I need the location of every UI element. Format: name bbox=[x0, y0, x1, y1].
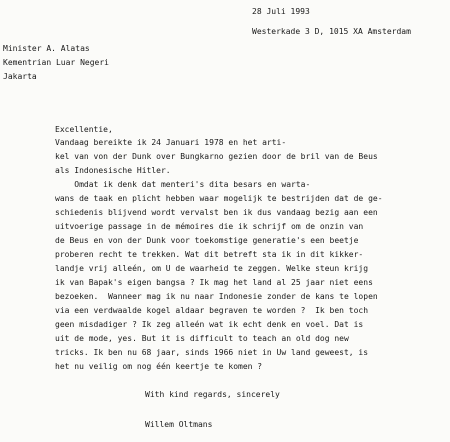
body-line: als Indonesische Hitler. bbox=[55, 166, 171, 175]
recipient-name: Minister A. Alatas bbox=[3, 44, 90, 53]
body-line: bezoeken. Wanneer mag ik nu naar Indonesie zonder de kans te lopen bbox=[55, 292, 378, 301]
body-line: Omdat ik denk dat menteri's dita besars en warta- bbox=[55, 180, 311, 189]
body-line: geen misdadiger ? Ik zeg alleén wat ik echt denk en voel. Dat is bbox=[55, 320, 364, 329]
signature-name: Willem Oltmans bbox=[145, 420, 213, 429]
body-line: proberen recht te trekken. Wat dit betreft sta ik in dit kikker- bbox=[55, 250, 364, 259]
body-line: kel van von der Dunk over Bungkarno gezien door de bril van de Beus bbox=[55, 152, 378, 161]
body-line: ik van Bapak's eigen bangsa ? Ik mag het land al 25 jaar niet eens bbox=[55, 278, 373, 287]
body-line: uitvoerige passage in de mémoires die ik schrijf om de onzin van bbox=[55, 222, 364, 231]
closing-line: With kind regards, sincerely bbox=[145, 390, 280, 399]
body-line: uit de mode, yes. But it is difficult to teach an old dog new bbox=[55, 334, 349, 343]
letter-date: 28 Juli 1993 bbox=[252, 7, 310, 16]
body-line: landje vrij alleén, om U de waarheid te zeggen. Welke steun krijg bbox=[55, 264, 369, 273]
sender-address: Westerkade 3 D, 1015 XA Amsterdam bbox=[252, 27, 411, 36]
body-line: schiedenis blijvend wordt vervalst ben ik dus vandaag bezig aan een bbox=[55, 208, 378, 217]
salutation: Excellentie, bbox=[55, 125, 113, 134]
body-line: via een verdwaalde kogel aldaar begraven te worden ? Ik ben toch bbox=[55, 306, 369, 315]
body-line: Vandaag bereikte ik 24 Januari 1978 en het arti- bbox=[55, 138, 287, 147]
body-line: tricks. Ik ben nu 68 jaar, sinds 1966 niet in Uw land geweest, is bbox=[55, 348, 369, 357]
body-line: de Beus en von der Dunk voor toekomstige generatie's een beetje bbox=[55, 236, 359, 245]
body-line: wans de taak en plicht hebben waar mogelijk te bestrijden dat de ge- bbox=[55, 194, 383, 203]
body-line: het nu veilig om nog één keertje te komen ? bbox=[55, 362, 263, 371]
recipient-ministry: Kementrian Luar Negeri bbox=[3, 58, 109, 67]
recipient-city: Jakarta bbox=[3, 72, 37, 81]
